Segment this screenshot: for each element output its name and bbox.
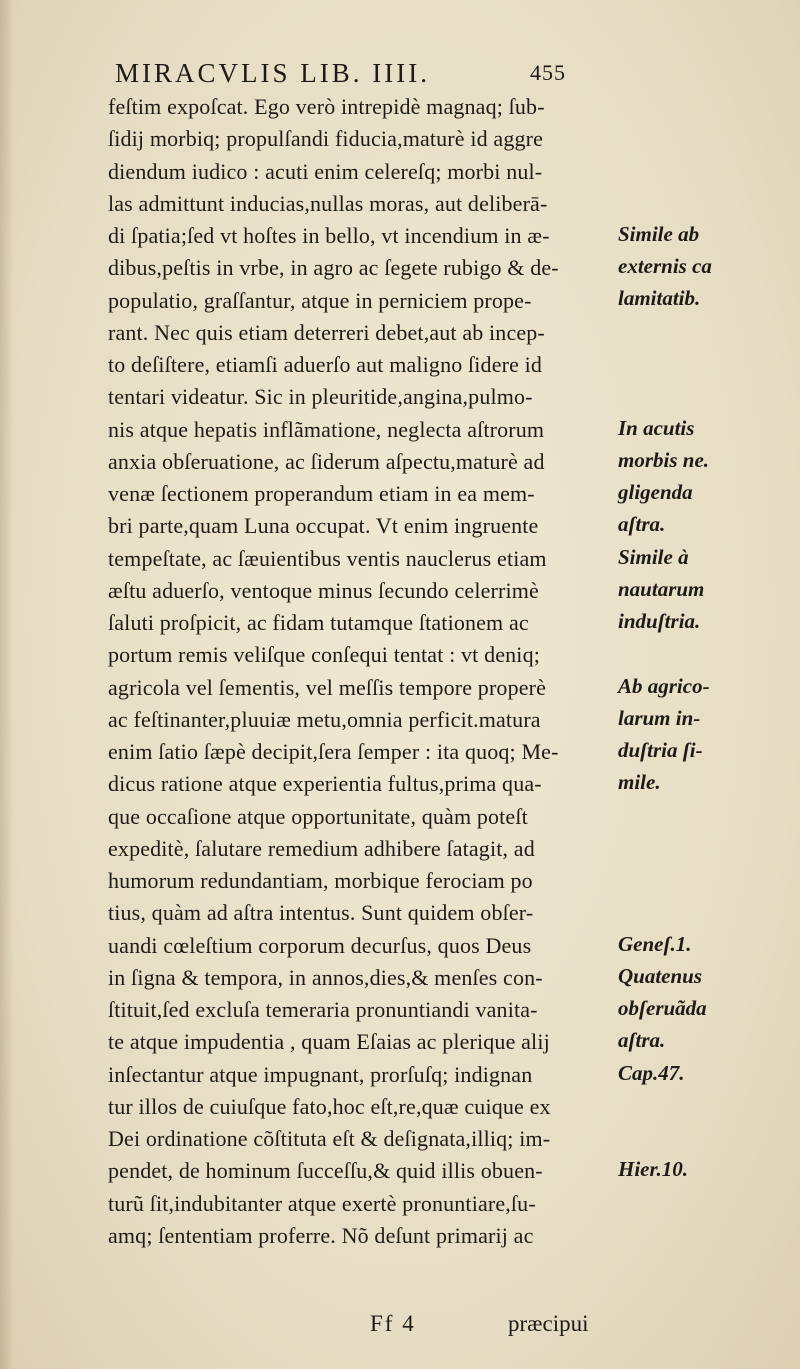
text-line: rant. Nec quis etiam deterreri debet,aut ab incep- xyxy=(108,319,545,345)
margin-note-line: Hier.10. xyxy=(618,1157,689,1182)
text-line: dicus ratione atque experientia fultus,prima qua- xyxy=(108,771,542,797)
margin-note xyxy=(618,218,798,314)
margin-note-line: gligenda xyxy=(618,479,693,504)
margin-note xyxy=(618,541,798,637)
margin-note xyxy=(618,928,798,1056)
text-line: turũ ſit,indubitanter atque exertè pronuntiare,ſu- xyxy=(108,1190,536,1216)
text-line: bri parte,quam Luna occupat. Vt enim ingruente xyxy=(108,513,539,539)
body-text xyxy=(108,91,618,1252)
text-line: tempeſtate, ac ſæuientibus ventis nauclerus etiam xyxy=(108,545,547,571)
text-line: ac feſtinanter,pluuiæ metu,omnia perficit.matura xyxy=(108,706,541,732)
text-line: diendum iudico : acuti enim celereſq; morbi nul- xyxy=(108,158,543,184)
text-line: ſtituit,ſed excluſa temeraria pronuntiandi vanita- xyxy=(108,997,538,1022)
text-line: uandi cœleſtium corporum decurſus, quos Deus xyxy=(108,932,532,958)
text-line: æſtu aduerſo, ventoque minus ſecundo celerrimè xyxy=(108,577,539,603)
margin-note-line: lamitatib. xyxy=(618,286,701,310)
margin-note-line: Simile ab xyxy=(618,222,700,246)
running-title: MIRACVLIS LIB. IIII. xyxy=(115,58,430,88)
margin-note xyxy=(618,1057,798,1089)
margin-note xyxy=(618,1153,798,1185)
text-line: tentari videatur. Sic in pleuritide,angina,pulmo- xyxy=(108,384,533,410)
text-line: las admittunt inducias,nullas moras, aut deliberā- xyxy=(108,190,548,216)
signature-mark: Ff 4 xyxy=(370,1311,416,1336)
margin-note-line: obſeruãda xyxy=(618,995,707,1020)
text-line: agricola vel ſementis, vel meſſis tempore properè xyxy=(108,674,547,700)
text-line: expeditè, ſalutare remedium adhibere ſatagit, ad xyxy=(108,835,535,861)
page-footer xyxy=(108,1311,618,1343)
margin-note xyxy=(618,670,798,798)
text-line: dibus,peſtis in vrbe, in agro ac ſegete rubigo & de- xyxy=(108,255,559,281)
margin-note-line: Cap.47. xyxy=(618,1060,685,1085)
text-line: di ſpatia;ſed vt hoſtes in bello, vt incendium in æ- xyxy=(108,223,550,248)
text-line: que occaſione atque opportunitate, quàm poteſt xyxy=(108,803,528,829)
text-line: enim ſatio ſæpè decipit,ſera ſemper : ita quoq; Me- xyxy=(108,739,559,764)
margin-note-line: larum in- xyxy=(618,705,701,730)
running-head xyxy=(115,58,615,94)
page-number: 455 xyxy=(530,60,566,85)
margin-note-line: morbis ne. xyxy=(618,447,710,472)
text-line: inſectantur atque impugnant, prorſuſq; indignan xyxy=(108,1061,533,1087)
margin-note-line: Quatenus xyxy=(618,963,703,988)
margin-note-line: Simile à xyxy=(618,544,689,569)
text-line: Dei ordinatione cõſtituta eſt & deſignata,illiq; im- xyxy=(108,1126,551,1151)
text-line: feſtim expoſcat. Ego verò intrepidè magnaq; ſub- xyxy=(108,94,545,119)
text-line: venæ ſectionem properandum etiam in ea mem- xyxy=(108,481,535,506)
margin-note-line: nautarum xyxy=(618,576,705,601)
margin-note-line: externis ca xyxy=(618,254,712,278)
text-line: humorum redundantiam, morbique ferociam po xyxy=(108,868,533,893)
text-line: nis atque hepatis inflãmatione, neglecta aſtrorum xyxy=(108,416,545,442)
margin-note-line: induſtria. xyxy=(618,608,701,633)
margin-note-line: mile. xyxy=(618,769,661,794)
margin-note xyxy=(618,412,798,540)
text-line: ſaluti proſpicit, ac fidam tutamque ſtationem ac xyxy=(108,610,529,635)
text-line: tur illos de cuiuſque fato,hoc eſt,re,quæ cuique ex xyxy=(108,1093,551,1119)
text-line: populatio, graſſantur, atque in perniciem prope- xyxy=(108,287,532,313)
page-edge-shadow xyxy=(0,0,14,1369)
text-line: amq; ſententiam proferre. Nõ deſunt primarij ac xyxy=(108,1222,534,1248)
margin-note-line: duſtria ſi- xyxy=(618,737,703,762)
text-line: portum remis veliſque conſequi tentat : vt deniq; xyxy=(108,642,540,668)
margin-note-line: aſtra. xyxy=(618,511,666,536)
margin-note-line: Ab agrico- xyxy=(618,673,710,698)
text-line: tius, quàm ad aſtra intentus. Sunt quidem obſer- xyxy=(108,900,534,926)
catchword: præcipui xyxy=(508,1311,589,1336)
text-line: pendet, de hominum ſucceſſu,& quid illis obuen- xyxy=(108,1158,543,1184)
text-line: in ſigna & tempora, in annos,dies,& menſes con- xyxy=(108,964,543,990)
margin-note-line: In acutis xyxy=(618,415,695,440)
margin-note-line: Geneſ.1. xyxy=(618,931,692,956)
text-line: anxia obſeruatione, ac ſiderum aſpectu,maturè ad xyxy=(108,448,545,474)
text-line: ſidij morbiq; propulſandi fiducia,maturè id aggre xyxy=(108,126,544,152)
text-line: te atque impudentia , quam Eſaias ac plerique alij xyxy=(108,1029,550,1055)
text-line: to deſiſtere, etiamſi aduerſo aut maligno ſidere id xyxy=(108,352,543,377)
margin-note-line: aſtra. xyxy=(618,1027,666,1052)
